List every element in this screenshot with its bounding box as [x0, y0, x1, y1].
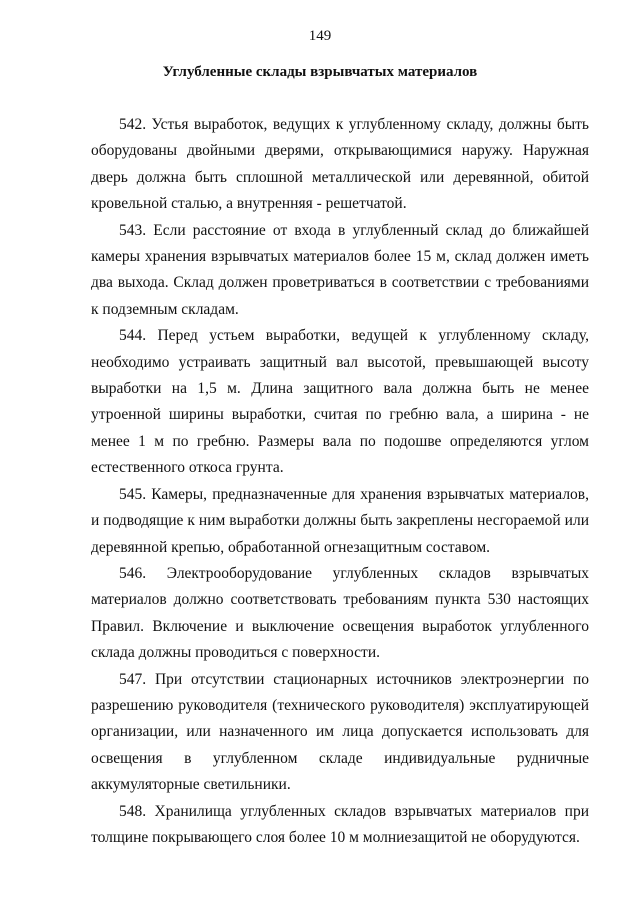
page-number: 149	[308, 28, 332, 44]
section-heading: Углубленные склады взрывчатых материалов	[162, 64, 478, 80]
paragraph-544: 544. Перед устьем выработки, ведущей к углубленному складу, необходимо устраивать защитный вал высотой, превышающей высоту выработки на 1,5 м. Длина защитного вала должна быть не менее утроенной ширины выработки, считая по гребню вала, а ширина - не менее 1 м по гребню. Размеры вала по подошве определяются углом естественного откоса грунта.	[91, 327, 589, 477]
paragraph-546: 546. Электрооборудование углубленных складов взрывчатых материалов должно соответствовать требованиям пункта 530 настоящих Правил. Включение и выключение освещения выработок углубленного склада должны проводиться с поверхности.	[91, 564, 589, 662]
paragraph-543: 543. Если расстояние от входа в углубленный склад до ближайшей камеры хранения взрывчатых материалов более 15 м, склад должен иметь два выхода. Склад должен проветриваться в соответствии с требованиями к подземным складам.	[91, 221, 589, 318]
paragraph-548: 548. Хранилища углубленных складов взрывчатых материалов при толщине покрывающего слоя более 10 м молниезащитой не оборудуются.	[91, 802, 589, 846]
paragraph-542: 542. Устья выработок, ведущих к углубленному складу, должны быть оборудованы двойными дверями, открывающимися наружу. Наружная дверь должна быть сплошной металлической или деревянной, обитой кровельной сталью, а внутренняя - решетчатой.	[91, 116, 589, 213]
body-text	[91, 112, 589, 851]
paragraph-545: 545. Камеры, предназначенные для хранения взрывчатых материалов, и подводящие к ним выработки должны быть закреплены несгораемой или деревянной крепью, обработанной огнезащитным составом.	[91, 485, 589, 556]
paragraph-547: 547. При отсутствии стационарных источников электроэнергии по разрешению руководителя (технического руководителя) эксплуатирующей организации, или назначенного им лица допускается использовать для освещения в углубленном складе индивидуальные рудничные аккумуляторные светильники.	[91, 670, 589, 794]
